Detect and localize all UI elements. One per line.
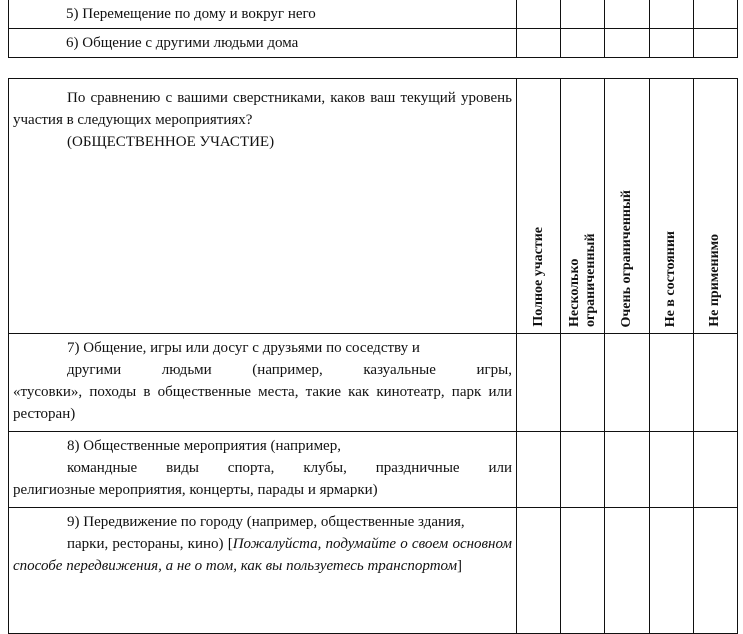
- item-9: [9, 508, 517, 634]
- answer-cell[interactable]: [561, 0, 605, 29]
- answer-cell[interactable]: [561, 334, 605, 432]
- item-text: командные виды спорта, клубы, праздничные или: [67, 460, 512, 476]
- section-title: (ОБЩЕСТВЕННОЕ УЧАСТИЕ): [67, 134, 275, 150]
- answer-cell[interactable]: [561, 508, 605, 634]
- previous-items-table: [8, 0, 738, 58]
- answer-cell[interactable]: [649, 0, 693, 29]
- answer-cell[interactable]: [693, 432, 737, 508]
- column-label: Не применимо: [707, 234, 723, 327]
- answer-cell[interactable]: [649, 29, 693, 58]
- item-7: [9, 334, 517, 432]
- item-text: другими людьми (например, казуальные игры,: [67, 362, 512, 378]
- answer-cell[interactable]: [605, 334, 649, 432]
- header-row: [9, 79, 738, 334]
- table-row: [9, 432, 738, 508]
- answer-cell[interactable]: [693, 334, 737, 432]
- social-participation-table: [8, 78, 738, 634]
- answer-cell[interactable]: [649, 508, 693, 634]
- item-text: 9) Передвижение по городу (например, общественные здания,: [67, 514, 465, 530]
- column-header-unable: [649, 79, 693, 334]
- item-label: 6) Общение с другими людьми дома: [9, 29, 517, 58]
- column-label: Несколько ограниченный: [566, 233, 598, 327]
- item-text: 7) Общение, игры или досуг с друзьями по соседству и: [67, 340, 420, 356]
- answer-cell[interactable]: [693, 508, 737, 634]
- column-header-somewhat-limited: [561, 79, 605, 334]
- answer-cell[interactable]: [561, 432, 605, 508]
- answer-cell[interactable]: [649, 334, 693, 432]
- item-text: религиозные мероприятия, концерты, парады и ярмарки): [13, 482, 378, 498]
- item-text-part: парки, рестораны, кино) [: [67, 536, 233, 552]
- table-row: [9, 0, 738, 29]
- column-header-very-limited: [605, 79, 649, 334]
- answer-cell[interactable]: [693, 0, 737, 29]
- question-text: По сравнению с вашими сверстниками, каков ваш текущий уровень участия в следующих мероприятиях?: [13, 90, 512, 128]
- answer-cell[interactable]: [517, 508, 561, 634]
- answer-cell[interactable]: [517, 29, 561, 58]
- column-header-not-applicable: [693, 79, 737, 334]
- column-header-full: [517, 79, 561, 334]
- answer-cell[interactable]: [517, 334, 561, 432]
- column-label: Очень ограниченный: [618, 189, 634, 327]
- item-8: [9, 432, 517, 508]
- item-text: [13, 533, 512, 577]
- item-label: 5) Перемещение по дому и вокруг него: [9, 0, 517, 29]
- column-label: Не в состоянии: [663, 230, 679, 327]
- item-text: 8) Общественные мероприятия (например,: [67, 438, 341, 454]
- item-note: Пожалуйста, подумайте о своем основном способе передвижения, а не о том, как вы пользуетесь транспортом: [13, 536, 512, 574]
- table-row: [9, 334, 738, 432]
- item-text-part: ]: [457, 558, 463, 574]
- answer-cell[interactable]: [693, 29, 737, 58]
- answer-cell[interactable]: [605, 432, 649, 508]
- question-header: [9, 79, 517, 334]
- answer-cell[interactable]: [605, 0, 649, 29]
- column-label: Полное участие: [530, 227, 546, 327]
- answer-cell[interactable]: [605, 29, 649, 58]
- table-row: [9, 29, 738, 58]
- item-text: «тусовки», походы в общественные места, такие как кинотеатр, парк или ресторан): [13, 384, 512, 422]
- answer-cell[interactable]: [561, 29, 605, 58]
- answer-cell[interactable]: [517, 0, 561, 29]
- answer-cell[interactable]: [605, 508, 649, 634]
- answer-cell[interactable]: [649, 432, 693, 508]
- table-row: [9, 508, 738, 634]
- answer-cell[interactable]: [517, 432, 561, 508]
